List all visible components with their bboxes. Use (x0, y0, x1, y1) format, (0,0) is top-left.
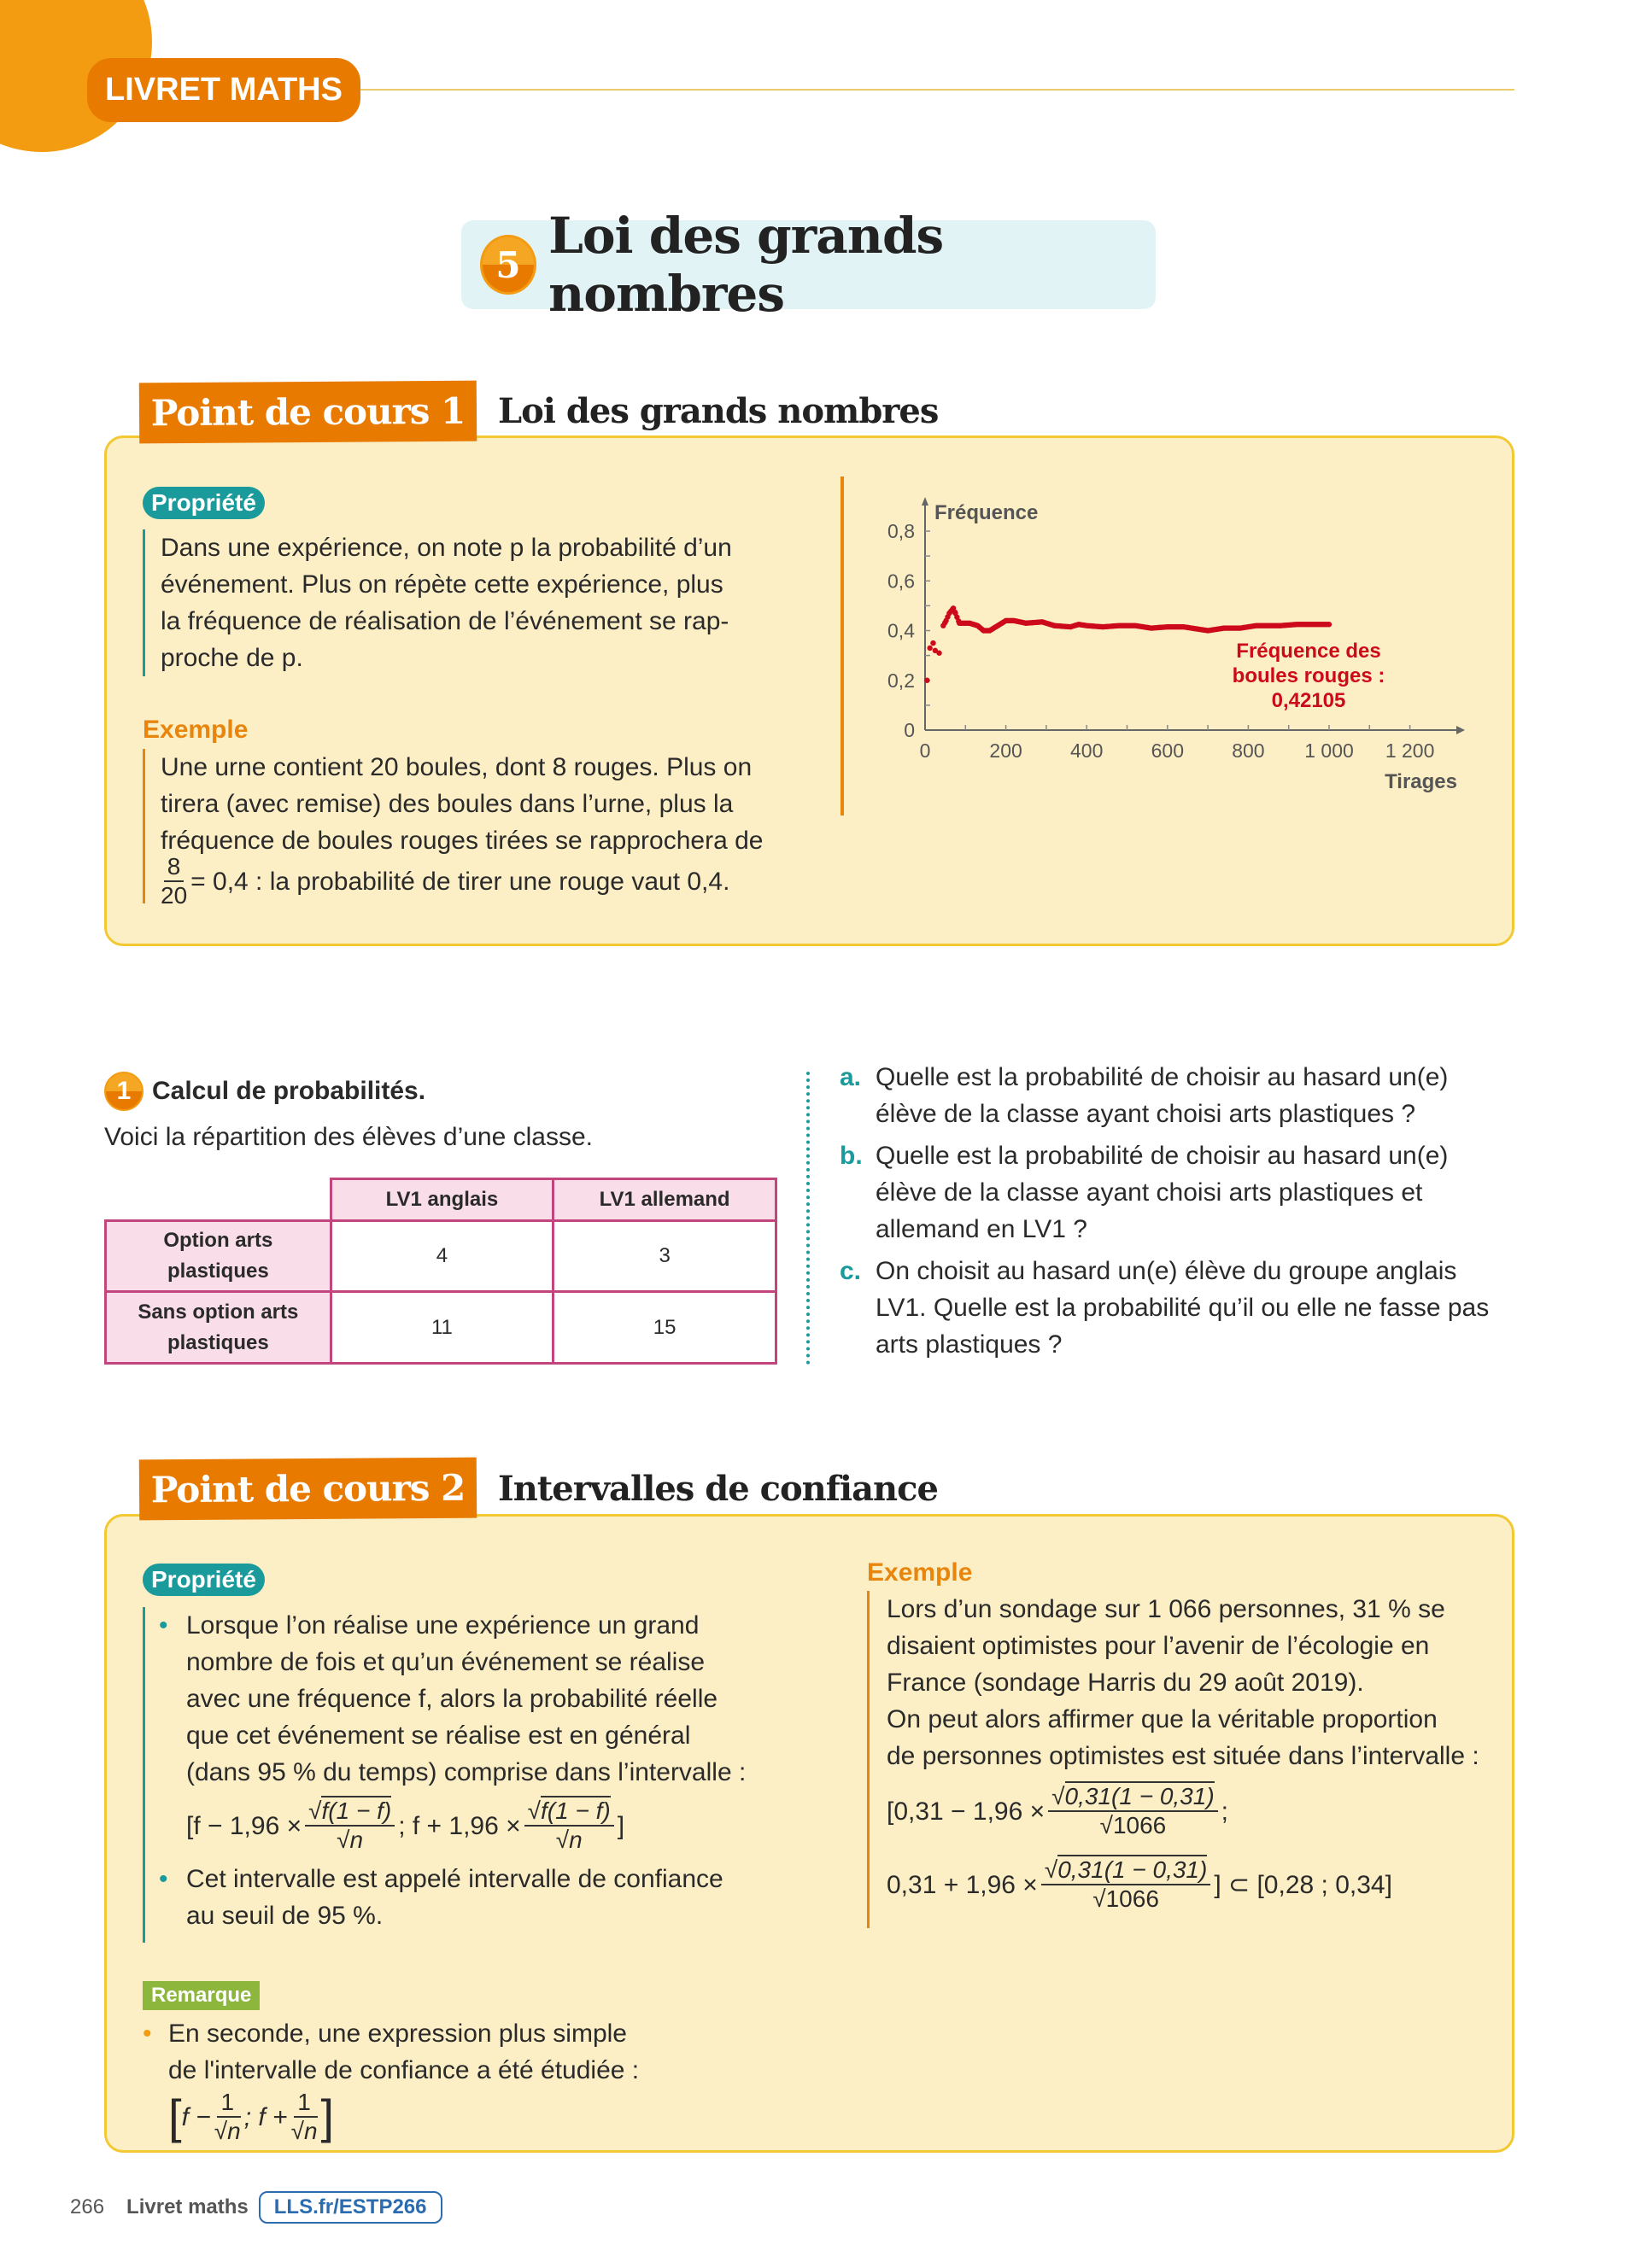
question-b: b. Quelle est la probabilité de choisir au hasard un(e) élève de la classe ayant choisi arts plastiques et allemand en LV1 ? (840, 1142, 1449, 1243)
y-tick-label: 0,8 (887, 520, 915, 542)
cours1-tag: Point de cours 1 (139, 381, 477, 444)
annotation-line: boules rouges : (1232, 664, 1385, 687)
question-a: a. Quelle est la probabilité de choisir au hasard un(e) élève de la classe ayant choisi arts plastiques ? (840, 1063, 1449, 1128)
y-tick-label: 0 (904, 719, 915, 741)
cours1-propriete-text (143, 529, 775, 676)
fraction: $\frac{√f(1 - f)}{√n}$ (305, 1797, 395, 1854)
cours1-heading: Loi des grands nombres (498, 391, 939, 431)
x-tick-label: 1 200 (1385, 739, 1435, 762)
fraction: $\frac{√0,31(1 - 0,31)}{√1066}$ (1048, 1783, 1218, 1839)
data-point (930, 640, 935, 646)
exemple-label: Exemple (143, 716, 249, 744)
row-header: Option arts plastiques (106, 1221, 331, 1292)
data-point (1327, 622, 1332, 627)
text-line: tirera (avec remise) des boules dans l’urne, plus la (161, 790, 734, 818)
x-tick-label: 600 (1151, 739, 1184, 762)
annotation-line: 0,42105 (1271, 689, 1346, 712)
x-axis-label: Tirages (1385, 770, 1457, 793)
exercise1-header (104, 1072, 425, 1111)
data-point (936, 651, 941, 656)
example-interval-line1: [0,31 − 1,96 × $\frac{√0,31(1 - 0,31)}{√1066}$ ; (887, 1783, 1228, 1838)
remarque-text: • En seconde, une expression plus simple de l'intervalle de confiance a été étudiée : [ f − $\frac{1}{√n}$ ; f + $\frac{1}{√n}$ ] (143, 2020, 640, 2144)
y-tick-label: 0,2 (887, 669, 915, 692)
page-title: Loi des grands nombres (548, 207, 944, 323)
y-tick-label: 0,6 (887, 570, 915, 593)
x-tick-label: 200 (989, 739, 1022, 762)
x-tick-label: 400 (1070, 739, 1104, 762)
table-cell: 11 (331, 1292, 554, 1364)
cours2-exemple-text: Lors d’un sondage sur 1 066 personnes, 31 % se disaient optimistes pour l’avenir de l’écologie en France (sondage Harris du 29 août 2019). On peut alors affirmer que la véritable proportion de personnes optimistes est située dans l’intervalle : [0,31 − 1,96 × $\frac{√0,31(1 - 0,31)}{√1066}$ ; 0,31 + 1,96 × $\frac{√0,31(1 - 0,31)}{√1066}$ ] ⊂ [0,28 ; 0,34] (867, 1591, 1499, 1928)
exercise-number: 1 (104, 1072, 144, 1111)
header-divider (360, 89, 1514, 91)
simple-interval-formula: [ f − $\frac{1}{√n}$ ; f + $\frac{1}{√n}$ ] (168, 2089, 335, 2144)
dotted-divider (806, 1072, 810, 1365)
x-tick-label: 0 (919, 739, 931, 762)
data-point (924, 678, 929, 683)
x-axis-arrow (1456, 726, 1465, 734)
footer-link[interactable]: LLS.fr/ESTP266 (259, 2191, 442, 2224)
distribution-table (104, 1178, 777, 1365)
bullet-item: • Lorsque l’on réalise une expérience un grand nombre de fois et qu’un événement se réalise avec une fréquence f, alors la probabilité réelle que cet événement se réalise est en général (dans 95 % du temps) comprise dans l’intervalle : [f − 1,96 × $\frac{√f(1 - f)}{√n}$ ; f + 1,96 × $\frac{√f(1 - f)}{√n}$ ] (159, 1607, 792, 1861)
remarque-badge: Remarque (143, 1981, 260, 2010)
footer-section: Livret maths (126, 2195, 249, 2218)
y-tick-label: 0,4 (887, 619, 915, 642)
fraction: $\frac{8}{20}$ (161, 853, 188, 909)
exemple-fraction-line: $\frac{8}{20}$ = 0,4 : la probabilité de tirer une rouge vaut 0,4. (161, 853, 730, 909)
chapter-number: 5 (480, 235, 536, 295)
cours2-propriete-text (143, 1607, 792, 1943)
table-row (106, 1292, 776, 1364)
page-number: 266 (70, 2195, 105, 2218)
cours2-tag: Point de cours 2 (139, 1458, 477, 1521)
exercise-title: Calcul de probabilités. (152, 1077, 426, 1105)
table-cell: 15 (554, 1292, 776, 1364)
exercise-intro: Voici la répartition des élèves d’une classe. (104, 1123, 593, 1151)
propriete-badge: Propriété (143, 487, 265, 519)
text-line: Une urne contient 20 boules, dont 8 rouges. Plus on (161, 753, 753, 781)
text-line: proche de p. (161, 644, 303, 672)
confidence-interval-formula: [f − 1,96 × $\frac{√f(1 - f)}{√n}$ ; f + 1,96 × $\frac{√f(1 - f)}{√n}$ ] (186, 1797, 625, 1853)
column-header: LV1 allemand (554, 1179, 776, 1221)
divider (840, 476, 844, 815)
cours2-heading: Intervalles de confiance (498, 1469, 938, 1509)
fraction: $\frac{√f(1 - f)}{√n}$ (524, 1797, 614, 1854)
bullet-item: • Cet intervalle est appelé intervalle de confiance au seuil de 95 %. (159, 1865, 723, 1930)
fraction: $\frac{1}{√n}$ (290, 2089, 318, 2144)
row-header: Sans option arts plastiques (106, 1292, 331, 1364)
table-cell: 4 (331, 1221, 554, 1292)
text-line: événement. Plus on répète cette expérience, plus (161, 570, 723, 599)
text-line: fréquence de boules rouges tirées se rapprochera de (161, 827, 764, 855)
table-row (106, 1221, 776, 1292)
question-c: c. On choisit au hasard un(e) élève du groupe anglais LV1. Quelle est la probabilité qu’il ou elle ne fasse pas arts plastiques ? (840, 1257, 1490, 1359)
x-tick-label: 800 (1232, 739, 1265, 762)
fraction: $\frac{√0,31(1 - 0,31)}{√1066}$ (1041, 1856, 1211, 1913)
livret-maths-label: LIVRET MATHS (87, 58, 360, 122)
footer (70, 2191, 442, 2224)
annotation-line: Fréquence des (1236, 640, 1381, 663)
frequency-chart (846, 487, 1495, 803)
text-line: Dans une expérience, on note p la probabilité d’un (161, 534, 732, 562)
cours1-exemple-text (143, 749, 775, 909)
questions-list (840, 1059, 1523, 1363)
example-interval-line2: 0,31 + 1,96 × $\frac{√0,31(1 - 0,31)}{√1066}$ ] ⊂ [0,28 ; 0,34] (887, 1856, 1392, 1912)
chapter-title-box (461, 207, 1156, 323)
text-line: la fréquence de réalisation de l’événement se rap- (161, 607, 729, 635)
x-tick-label: 1 000 (1304, 739, 1354, 762)
column-header: LV1 anglais (331, 1179, 554, 1221)
table-cell: 3 (554, 1221, 776, 1292)
table-header-row (106, 1179, 776, 1221)
propriete-badge: Propriété (143, 1564, 265, 1596)
y-axis-label: Fréquence (934, 501, 1039, 524)
data-point (927, 646, 932, 651)
exemple-label: Exemple (867, 1558, 973, 1587)
fraction: $\frac{1}{√n}$ (214, 2089, 241, 2144)
y-axis-arrow (922, 497, 928, 506)
